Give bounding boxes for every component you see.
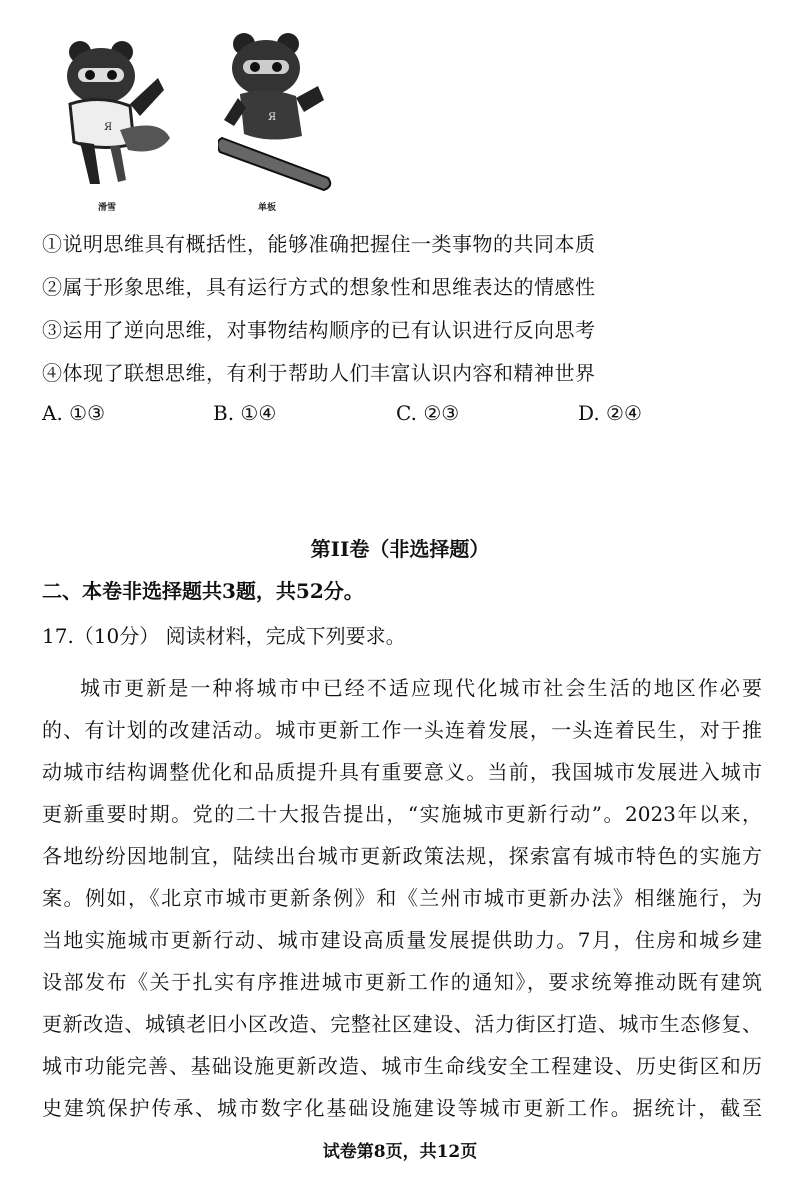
- passage-line: 当地实施城市更新行动、城市建设高质量发展提供助力。7月，住房和城乡建: [42, 928, 762, 952]
- option-statement-1: ①说明思维具有概括性，能够准确把握住一类事物的共同本质: [42, 232, 596, 256]
- passage-line: 设部发布《关于扎实有序推进城市更新工作的通知》，要求统筹推动既有建筑: [42, 970, 762, 994]
- choice-a[interactable]: [42, 401, 105, 425]
- choice-value: ①④: [240, 401, 277, 425]
- option-statement-3: ③运用了逆向思维，对事物结构顺序的已有认识进行反向思考: [42, 318, 596, 342]
- choice-value: ②④: [606, 401, 642, 425]
- question-17-prompt: 17.（10分） 阅读材料，完成下列要求。: [42, 624, 406, 648]
- passage-line: 更新重要时期。党的二十大报告提出，“实施城市更新行动”。2023年以来，: [42, 802, 762, 826]
- choice-label: D.: [578, 401, 600, 425]
- choice-label: C.: [396, 401, 417, 425]
- right-figure-caption: 单板: [258, 203, 277, 213]
- part-heading: 二、本卷非选择题共3题，共52分。: [42, 579, 364, 603]
- passage-line: 史建筑保护传承、城市数字化基础设施建设等城市更新工作。据统计，截至: [42, 1096, 762, 1120]
- mascot-snowboarding-image: [218, 28, 338, 193]
- passage-line: 更新改造、城镇老旧小区改造、完整社区建设、活力街区打造、城市生态修复、: [42, 1012, 762, 1036]
- choice-c[interactable]: [396, 401, 459, 425]
- choice-label: A.: [42, 401, 63, 425]
- left-figure-caption: 滑雪: [98, 203, 117, 213]
- passage-line: 城市更新是一种将城市中已经不适应现代化城市社会生活的地区作必要: [80, 676, 762, 700]
- option-statement-4: ④体现了联想思维，有利于帮助人们丰富认识内容和精神世界: [42, 361, 596, 385]
- choice-value: ②③: [423, 401, 460, 425]
- choice-label: B.: [213, 401, 235, 425]
- mascot-skiing-image: [60, 34, 180, 194]
- passage-line: 动城市结构调整优化和品质提升具有重要意义。当前，我国城市发展进入城市: [42, 760, 762, 784]
- passage-line: 的、有计划的改建活动。城市更新工作一头连着发展，一头连着民生，对于推: [42, 718, 762, 742]
- choice-b[interactable]: [213, 401, 276, 425]
- choice-d[interactable]: [578, 401, 642, 425]
- page-footer: 试卷第8页，共12页: [322, 1142, 478, 1162]
- choice-value: ①③: [69, 401, 106, 425]
- option-statement-2: ②属于形象思维，具有运行方式的想象性和思维表达的情感性: [42, 275, 596, 299]
- passage-line: 各地纷纷因地制宜，陆续出台城市更新政策法规，探索富有城市特色的实施方: [42, 844, 762, 868]
- passage-line: 城市功能完善、基础设施更新改造、城市生命线安全工程建设、历史街区和历: [42, 1054, 762, 1078]
- svg-text:Я: Я: [104, 122, 113, 133]
- mascot-figures: [60, 28, 360, 218]
- section-title: 第II卷（非选择题）: [310, 537, 490, 561]
- svg-text:Я: Я: [268, 112, 277, 123]
- passage-line: 案。例如，《北京市城市更新条例》和《兰州市城市更新办法》相继施行，为: [42, 886, 762, 910]
